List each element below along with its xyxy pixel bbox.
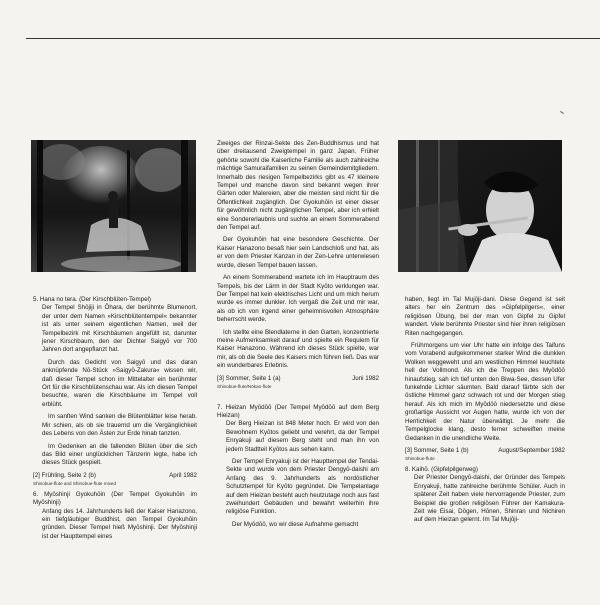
item-6-paragraph: Anfang des 14. Jahrhunderts ließ der Kaiser Hanazono, ein tiefgläubiger Buddhist, den Tempel Gyokuhōin gründen. Dieser Tempel hieß Myōshinji. Der Myōshinji ist der Haupttempel eines (42, 507, 197, 540)
item-6-paragraph: Ich stellte eine Blendlaterne in den Garten, konzentrierte meine Aufmerksamkeit darauf und spielte ein Requiem für Kaiser Hanazono. Während ich dieses Stück spielte, war mir, als ob die Seele des Kaisers mich führen ließ. Das war ein wunderbares Erlebnis. (217, 328, 379, 370)
recording-track: [2] Frühling, Seite 2 (b) (33, 471, 96, 479)
item-8-heading: 8. Kaihō. (Gipfelpilgerweg) (405, 465, 478, 473)
column-middle (217, 140, 379, 533)
item-6-body (33, 508, 197, 542)
recording-info-row (405, 447, 565, 456)
item-5-paragraph: Durch das Gedicht von Saigyō und das daran anknüpfende Nō-Stück »Saigyō-Zakura« wissen wir, daß dieser Tempel schon im Mittelalter ein berühmter Ort für die Kirschblütenschau war. Als ich diesen Tempel besuchte, waren die Kirschbäume im Tempel voll erblüht. (42, 358, 197, 408)
recording-date: Juni 1982 (352, 374, 379, 382)
recording-info-row (33, 472, 197, 481)
item-8-paragraph: Der Priester Dengyō-daishi, der Gründer des Tempels Enryakuji, hatte zahlreiche berühmte Schüler. Auch in späterer Zeit haben viele hervorragende Priester, zum Beispiel die großen religiösen Führer der Kamakura-Zeit wie Eisai, Dōgen, Hōnen, Shinran und Nichiren auf dem Hieizan gelernt. Im Tal Mujōji- (414, 474, 565, 524)
item-7-paragraph: Der Berg Hieizan ist 848 Meter hoch. Er wird von den Bewohnern Kyōtos geliebt und verehrt, da der Tempel Enryakuji auf diesem Berg steht und man ihn von jedem Stadtteil Kyōtos aus sehen kann. (226, 420, 379, 453)
recording-instruments: Shinobue-flute/Nōkan-flute (217, 383, 272, 389)
item-6-paragraph: An einem Sommerabend wartete ich im Hauptraum des Tempels, bis der Lärm in der Stadt Kyōto verklungen war. Der Tempel hat kein elektrisches Licht und um mich herum wurde es immer dunkler. Ich vergaß die Zeit und mir war, als ob ich von irgend einer geheimnisvollen Atmosphäre beherrscht werde. (217, 274, 379, 324)
item-7-paragraph: Der Myōdōō, wo wir diese Aufnahme gemacht (232, 520, 359, 528)
item-5-paragraph: Der Tempel Shōjiji in Ōhara, der berühmte Blumenort, der unter dem Namen »Kirschblütentempel« bekannter ist als unter seinem eigentlichen Namen, weil der Tempelbezirk mit Kirschbäumen angefüllt ist, darunter jener Kirschbaum, den der Dichter Saigyō vor 700 Jahren dort angepflanzt hat. (42, 304, 197, 354)
item-6-heading: 6. Myōshinji Gyokuhōin (Der Tempel Gyokuhōin im Myōshinji) (33, 490, 197, 507)
item-6-paragraph: Der Gyokuhōin hat eine besondere Geschichte. Der Kaiser Hanazono besaß hier sein Landschloß und hat, als er von dem Priester Kanzan in der Zen-Lehre unterwiesen wurde, diesen Tempel bauen lassen. (217, 236, 379, 269)
item-7-body (217, 420, 379, 529)
item-8-body (405, 474, 565, 524)
header-rule (26, 38, 600, 39)
item-5-paragraph: Im Gedenken an die fallenden Blüten über die sich das Bild einer unglücklichen Tänzerin legte, habe ich dieses Stück gespielt. (42, 442, 197, 467)
recording-track: [3] Sommer, Seite 1 (b) (405, 446, 469, 454)
photo-hieizan-flute-player (398, 140, 562, 272)
recording-instruments: Shinobue-flute and Shinobue-flute mixed (33, 480, 116, 486)
item-7-paragraph: Frühmorgens um vier Uhr hatte ein infolge des Taifuns vom Vorabend aufgekommener starker Wind die dunklen Wolken weggeweht und am westlichen Himmel leuchtete hell der Vollmond. Als ich die Treppen des Myōdōō hinaufstieg, sah ich tief unten den Biwa-See, dessen Ufer funkelnde Lichter säumten. Bald darauf färbte sich der östliche Himmel ganz schwach rot und der Morgen stieg herauf. Als ich mich im Myōdōō niedersetzte und diese großartige Aussicht vor Augen hatte, wurde ich von der Herrlichkeit der Natur überwältigt. Je mehr die Tempelglocke klang, desto ferner schweiften meine Gedanken in die unendliche Weite. (405, 342, 565, 442)
item-6-paragraph: Zweiges der Rinzai-Sekte des Zen-Buddhismus und hat über dreitausend Zweigtempel in ganz Japan. Früher gehörte sowohl die Kaiserliche Familie als auch zahlreiche mächtige Samuraifamilien zu seinen Gemeindemitgliedern. Innerhalb des riesigen Tempelbezirks gibt es 47 kleinere Tempel und manche davon sind bekannt wegen ihrer Gärten oder Malereien, aber die meisten sind nicht für die Öffentlichkeit zugänglich. Der Gyokuhōin ist einer dieser für gewöhnlich nicht zugänglichen Tempel, aber ich erhielt eine Sondererlaubnis und suchte an einem Sommerabend den Tempel auf. (217, 140, 379, 232)
item-5-heading: 5. Hana no tera. (Der Kirschblüten-Tempel) (33, 296, 151, 303)
recording-track: [3] Sommer, Seite 1 (a) (217, 374, 281, 382)
item-7-heading: 7. Hieizan Myōdōō (Der Tempel Myōdōō auf dem Berg Hieizan) (217, 403, 379, 419)
item-7-paragraph: haben, liegt im Tal Mujōji-dani. Diese Gegend ist seit alters her ein Zentrum des »Gipfelpilgers«, einer religiösen Übung, bei der man von Gipfel zu Gipfel wandert. Viele berühmte Priester sind hier ihren religiösen Riten nachgegangen. (405, 296, 565, 337)
photo-hieizan-flute-player-image (398, 140, 562, 272)
photo-cherry-blossom-temple-image (31, 140, 196, 272)
column-left (33, 296, 197, 545)
item-5-body (33, 304, 197, 467)
item-5-paragraph: Im sanften Wind sanken die Blütenblätter leise herab. Mir schien, als ob sie trauernd um die Vergänglichkeit des Lebens von den Ästen zur Erde hinab tanzten. (42, 413, 197, 438)
item-7-paragraph: Der Tempel Enryakuji ist der Haupttempel der Tendai-Sekte und wurde von dem Priester Dengyō-daishi am Anfang des 9. Jahrhunderts als nordöstlicher Schutztempel für Kyōto gegründet. Die Tempelanlage auf dem Hieizan besteht auch heutzutage noch aus fast zweihundert Gebäuden und bewahrt weiterhin ihre religiöse Funktion. (226, 458, 379, 516)
photo-cherry-blossom-temple (31, 140, 196, 272)
column-right (405, 296, 565, 529)
corner-mark (560, 111, 564, 114)
recording-info-row (217, 375, 379, 384)
recording-date: April 1982 (169, 471, 197, 479)
recording-date: August/September 1982 (498, 446, 565, 454)
recording-instruments: Shinobue-flute (405, 455, 435, 461)
